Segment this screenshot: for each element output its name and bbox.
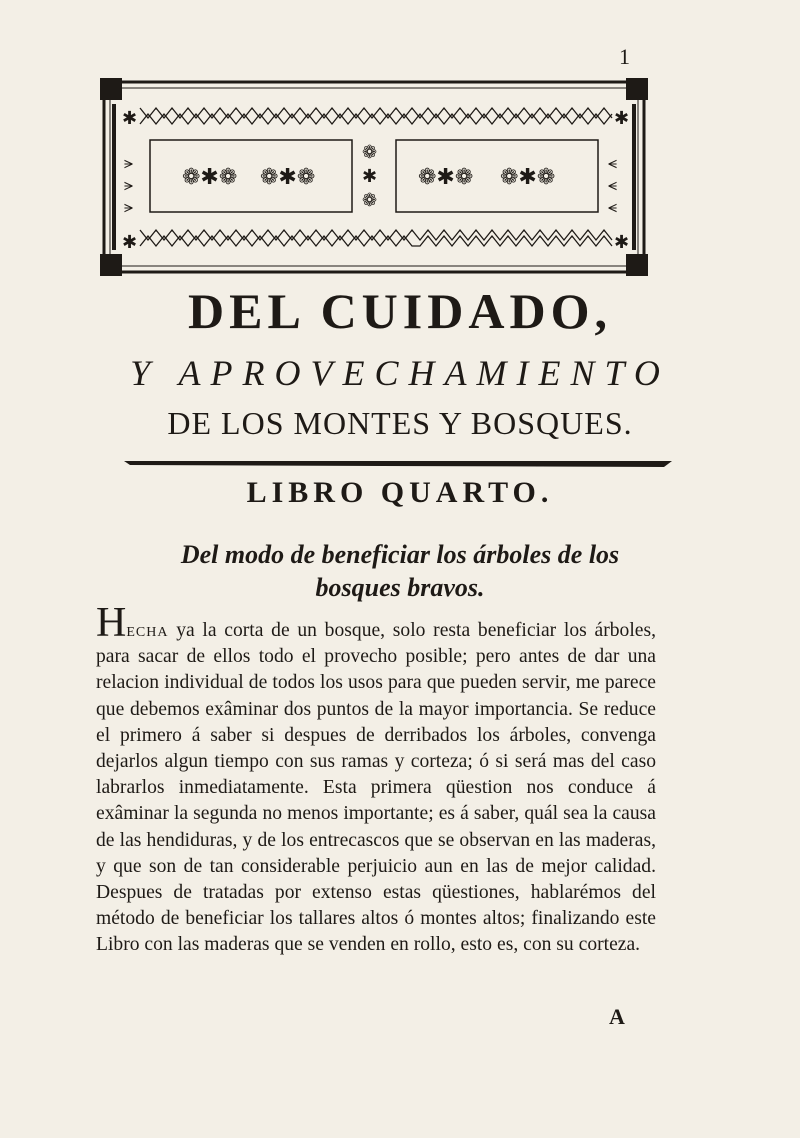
svg-text:❁✱❁: ❁✱❁ (260, 165, 316, 190)
svg-text:⪪: ⪪ (608, 175, 618, 194)
title-line-2: Y APROVECHAMIENTO (130, 353, 670, 393)
svg-text:✱: ✱ (362, 166, 378, 187)
svg-text:⪫: ⪫ (124, 175, 134, 194)
first-word-rest: echa (126, 620, 169, 641)
svg-text:❁: ❁ (362, 190, 378, 211)
svg-text:⪫: ⪫ (124, 153, 134, 172)
chapter-title: Del modo de beneficiar los árboles de los bosques bravos. (180, 540, 620, 602)
svg-text:⪪: ⪪ (608, 153, 618, 172)
svg-text:❁✱❁: ❁✱❁ (182, 165, 238, 190)
svg-text:❁✱❁: ❁✱❁ (500, 165, 556, 190)
body-paragraph (96, 600, 656, 959)
svg-text:❁: ❁ (362, 142, 378, 163)
svg-text:✱: ✱ (614, 232, 630, 253)
svg-text:✱: ✱ (122, 108, 138, 129)
svg-text:✱: ✱ (122, 232, 138, 253)
svg-text:❁✱❁: ❁✱❁ (418, 165, 474, 190)
decorative-header-ornament (100, 78, 648, 276)
title-rule (124, 460, 672, 468)
catchword: A (609, 1004, 625, 1029)
title-line-3: DE LOS MONTES Y BOSQUES. (167, 405, 633, 441)
page-number: 1 (619, 44, 630, 69)
book-heading: LIBRO QUARTO. (246, 476, 554, 509)
svg-text:⪪: ⪪ (608, 197, 618, 216)
svg-text:⪫: ⪫ (124, 197, 134, 216)
paragraph-text: ya la corta de un bosque, solo resta beneficiar los árboles, para sacar de ellos todo el provecho posible; pero antes de dar una relacion individual de todos los usos para que pueden servir, me parece que debemos exâminar dos puntos de la mayor importancia. Se reduce el primero á saber si despues de derribados los árboles, convenga dejarlos algun tiempo con sus ramas y corteza; ó si será mas del caso labrarlos inmediatamente. Esta primera qüestion nos conduce á exâminar la segunda no menos importante; es á saber, quál sea la causa de las hendiduras, y de los entrecascos que se observan en las maderas, y que son de tan considerable perjuicio aun en las de mejor calidad. Despues de tratadas por extenso estas qüestiones, hablarémos del método de beneficiar los tallares altos ó montes altos; finalizando este Libro con las maderas que se venden en rollo, esto es, con su corteza. (96, 620, 656, 956)
drop-cap: H (96, 600, 127, 646)
title-line-1: DEL CUIDADO, (188, 283, 612, 339)
svg-text:✱: ✱ (614, 108, 630, 129)
